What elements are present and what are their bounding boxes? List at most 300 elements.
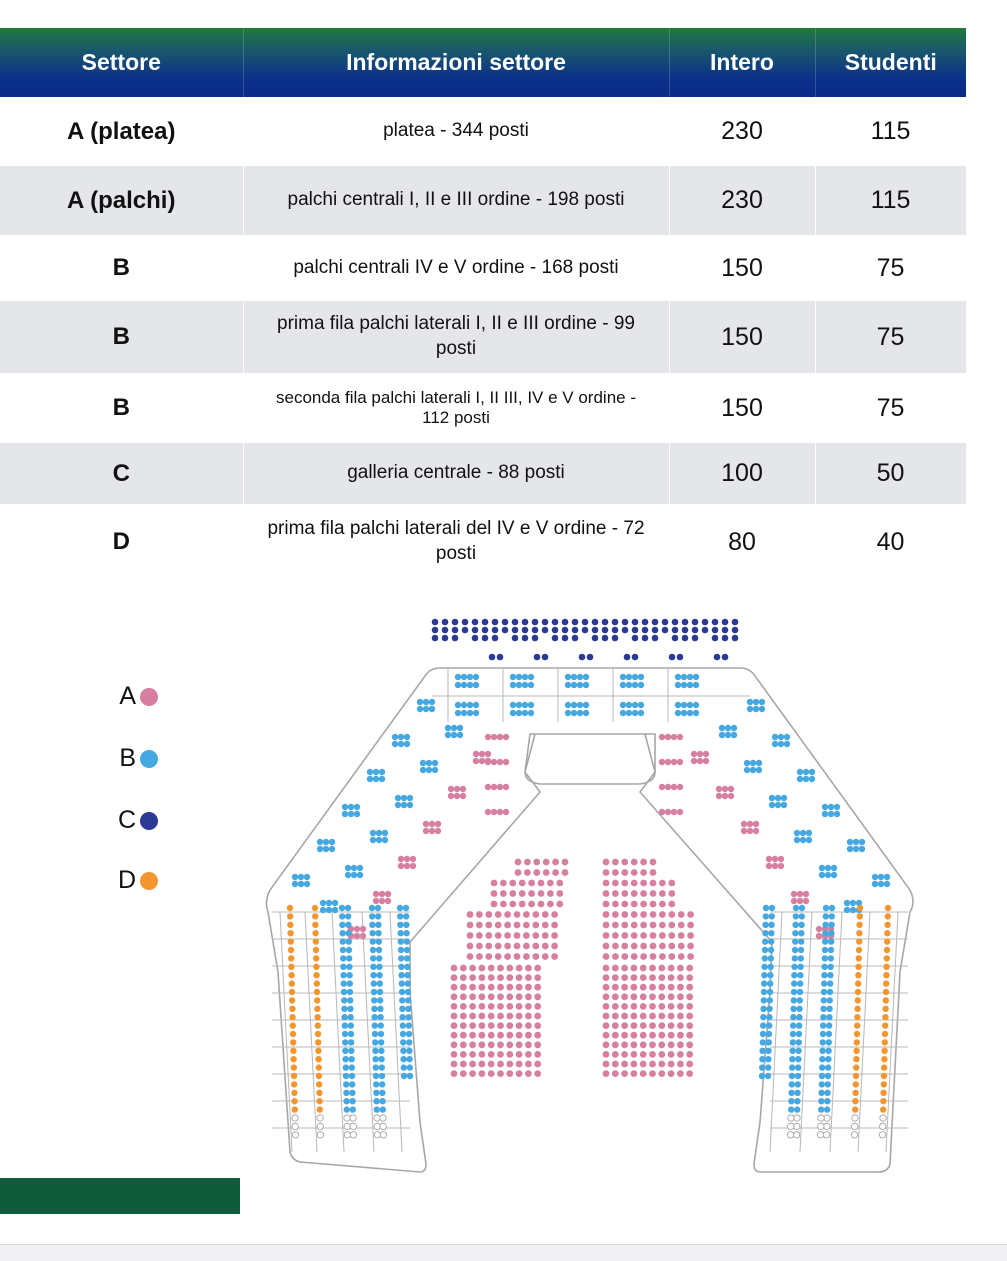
seat-dot (405, 989, 411, 995)
seat-dot (348, 1048, 354, 1054)
seat-dot (620, 682, 626, 688)
seat-dot (821, 980, 827, 986)
seat-dot (853, 1064, 859, 1070)
seat-dot (347, 989, 353, 995)
seat-dot (406, 1022, 412, 1028)
seat-dot (640, 1061, 647, 1068)
seat-dot (621, 932, 628, 939)
seat-dot (638, 682, 644, 688)
seat-dot (853, 1081, 859, 1087)
seat-dot (516, 1061, 523, 1068)
seat-dot (287, 930, 293, 936)
seat-dot (460, 1022, 467, 1029)
seating-map (260, 612, 920, 1182)
seat-dot (789, 1081, 795, 1087)
seat-dot (375, 913, 381, 919)
seat-dot (621, 869, 628, 876)
seat-dot (612, 932, 619, 939)
seat-dot (687, 953, 694, 960)
seat-dot (856, 955, 862, 961)
seat-dot (506, 1051, 513, 1058)
seat-dot (400, 1048, 406, 1054)
seat-dot (612, 974, 619, 981)
seat-dot (658, 965, 665, 972)
seat-dot (880, 1115, 886, 1121)
seat-dot (852, 1123, 858, 1129)
seat-dot (551, 932, 558, 939)
seat-dot (451, 984, 458, 991)
seat-dot (631, 993, 638, 1000)
seat-dot (626, 682, 632, 688)
seat-dot (398, 955, 404, 961)
seat-dot (347, 1006, 353, 1012)
seat-dot (712, 619, 719, 626)
seat-dot (289, 997, 295, 1003)
seat-dot (472, 619, 479, 626)
seat-dot (375, 930, 381, 936)
seat-dot (317, 1115, 323, 1121)
seat-dot (763, 905, 769, 911)
seat-dot (378, 1048, 384, 1054)
seat-dot (650, 953, 657, 960)
info-cell: prima fila palchi laterali del IV e V ordine - 72 posti (243, 504, 669, 580)
seat-dot (534, 1070, 541, 1077)
seat-dot (504, 953, 511, 960)
seat-dot (435, 828, 441, 834)
seat-dot (791, 964, 797, 970)
seat-dot (404, 856, 410, 862)
seat-dot (612, 1022, 619, 1029)
seat-dot (753, 821, 759, 827)
seat-dot (506, 1003, 513, 1010)
seat-dot (405, 1014, 411, 1020)
seat-dot (314, 1014, 320, 1020)
seat-dot (794, 1098, 800, 1104)
seat-dot (516, 1022, 523, 1029)
seat-dot (342, 1048, 348, 1054)
seat-dot (626, 674, 632, 680)
seat-dot (562, 635, 569, 642)
seat-dot (769, 795, 775, 801)
seat-dot (828, 938, 834, 944)
seat-dot (716, 793, 722, 799)
seat-dot (759, 1064, 765, 1070)
seat-dot (775, 795, 781, 801)
seat-dot (767, 997, 773, 1003)
seat-dot (287, 922, 293, 928)
seat-dot (378, 1031, 384, 1037)
seat-dot (603, 1022, 610, 1029)
seat-dot (373, 1073, 379, 1079)
seat-dot (612, 880, 619, 887)
seat-dot (847, 839, 853, 845)
seat-dot (649, 1051, 656, 1058)
seat-dot (379, 1090, 385, 1096)
seat-dot (677, 734, 683, 740)
seat-dot (349, 1081, 355, 1087)
seat-dot (479, 1013, 486, 1020)
seat-dot (795, 1081, 801, 1087)
seat-dot (809, 776, 815, 782)
seat-dot (491, 890, 498, 897)
seat-dot (818, 1123, 824, 1129)
seat-dot (795, 1064, 801, 1070)
seat-dot (603, 859, 610, 866)
seat-dot (523, 911, 530, 918)
seat-dot (681, 702, 687, 708)
seat-dot (562, 869, 569, 876)
seat-dot (399, 997, 405, 1003)
seat-dot (476, 932, 483, 939)
seat-dot (796, 1022, 802, 1028)
seat-dot (479, 965, 486, 972)
seat-dot (525, 984, 532, 991)
seat-dot (342, 1039, 348, 1045)
seat-dot (818, 1115, 824, 1121)
seat-dot (750, 760, 756, 766)
seat-dot (398, 734, 404, 740)
seat-dot (479, 1070, 486, 1077)
seat-dot (652, 627, 659, 634)
seat-dot (400, 1056, 406, 1062)
seat-dot (806, 830, 812, 836)
seat-dot (691, 758, 697, 764)
seat-dot (881, 1048, 887, 1054)
seat-dot (668, 911, 675, 918)
seat-dot (346, 955, 352, 961)
seat-dot (853, 1056, 859, 1062)
seat-dot (429, 828, 435, 834)
seat-dot (522, 619, 529, 626)
seat-dot (853, 839, 859, 845)
seat-dot (495, 953, 502, 960)
seat-dot (624, 654, 631, 661)
seat-dot (502, 627, 509, 634)
seat-dot (556, 890, 563, 897)
seat-dot (766, 1014, 772, 1020)
seat-dot (354, 811, 360, 817)
seat-dot (760, 1039, 766, 1045)
seat-dot (768, 938, 774, 944)
seat-dot (469, 1051, 476, 1058)
seat-dot (778, 734, 784, 740)
seat-dot (632, 682, 638, 688)
seat-dot (632, 674, 638, 680)
seat-dot (788, 1115, 794, 1121)
seat-dot (847, 846, 853, 852)
seat-dot (469, 1032, 476, 1039)
seat-dot (542, 627, 549, 634)
seat-dot (380, 1123, 386, 1129)
seat-dot (658, 1013, 665, 1020)
seat-dot (621, 984, 628, 991)
seat-dot (374, 1115, 380, 1121)
seat-dot (631, 1003, 638, 1010)
seat-dot (469, 984, 476, 991)
seat-dot (686, 965, 693, 972)
seat-dot (348, 1056, 354, 1062)
seat-dot (516, 984, 523, 991)
seat-dot (512, 619, 519, 626)
seat-dot (497, 809, 503, 815)
seat-dot (603, 1032, 610, 1039)
seat-dot (460, 786, 466, 792)
seat-dot (626, 702, 632, 708)
seat-dot (603, 869, 610, 876)
seat-dot (603, 1051, 610, 1058)
seat-dot (671, 759, 677, 765)
seat-dot (479, 1032, 486, 1039)
seat-dot (469, 1003, 476, 1010)
seat-dot (640, 869, 647, 876)
student-price-cell: 40 (815, 504, 966, 580)
seat-dot (373, 769, 379, 775)
seat-dot (565, 702, 571, 708)
seat-dot (712, 635, 719, 642)
seat-dot (791, 997, 797, 1003)
seat-dot (289, 989, 295, 995)
bottom-strip (0, 1244, 1007, 1261)
seat-dot (632, 627, 639, 634)
seat-dot (768, 947, 774, 953)
sector-cell: A (platea) (0, 97, 243, 166)
seat-dot (631, 943, 638, 950)
seat-dot (612, 965, 619, 972)
seat-dot (497, 654, 504, 661)
table-row (0, 235, 966, 301)
seat-dot (460, 965, 467, 972)
seat-dot (620, 702, 626, 708)
seat-dot (370, 938, 376, 944)
seat-dot (479, 1061, 486, 1068)
seat-dot (878, 881, 884, 887)
seat-dot (672, 619, 679, 626)
seat-dot (528, 710, 534, 716)
seat-dot (482, 619, 489, 626)
seat-dot (488, 1051, 495, 1058)
seat-dot (516, 993, 523, 1000)
seat-dot (778, 863, 784, 869)
header-full-price: Intero (669, 28, 815, 97)
seat-dot (532, 627, 539, 634)
seat-dot (503, 809, 509, 815)
seat-dot (766, 1006, 772, 1012)
seat-dot (371, 989, 377, 995)
seat-dot (603, 901, 610, 908)
seat-dot (379, 898, 385, 904)
seat-dot (826, 1014, 832, 1020)
seat-dot (819, 872, 825, 878)
seat-dot (469, 1013, 476, 1020)
seat-dot (885, 905, 891, 911)
seat-dot (795, 1073, 801, 1079)
seat-dot (592, 627, 599, 634)
seat-dot (516, 682, 522, 688)
seat-dot (675, 710, 681, 716)
seat-dot (370, 830, 376, 836)
seat-dot (631, 1022, 638, 1029)
seat-dot (850, 907, 856, 913)
seat-dot (798, 930, 804, 936)
seat-dot (379, 1098, 385, 1104)
seat-dot (603, 1003, 610, 1010)
seat-dot (339, 905, 345, 911)
seat-dot (525, 965, 532, 972)
seat-dot (797, 964, 803, 970)
seat-dot (379, 1073, 385, 1079)
seat-dot (640, 953, 647, 960)
seat-dot (516, 1070, 523, 1077)
seat-dot (658, 1041, 665, 1048)
seat-dot (288, 955, 294, 961)
seat-dot (460, 1041, 467, 1048)
seat-dot (762, 930, 768, 936)
seat-dot (603, 1061, 610, 1068)
table-row (0, 504, 966, 580)
seat-dot (312, 913, 318, 919)
seat-dot (822, 955, 828, 961)
seat-dot (693, 674, 699, 680)
seat-dot (880, 1106, 886, 1112)
seat-dot (398, 863, 404, 869)
seat-dot (339, 913, 345, 919)
seat-dot (291, 1098, 297, 1104)
seat-dot (495, 943, 502, 950)
seat-dot (880, 1123, 886, 1129)
seat-dot (287, 913, 293, 919)
seat-dot (312, 905, 318, 911)
seat-dot (797, 997, 803, 1003)
seat-dot (650, 859, 657, 866)
seat-dot (775, 802, 781, 808)
seat-dot (854, 1039, 860, 1045)
seat-dot (556, 880, 563, 887)
table-header-row (0, 28, 966, 97)
seat-dot (497, 759, 503, 765)
seat-dot (766, 1039, 772, 1045)
seat-dot (506, 1041, 513, 1048)
seat-dot (621, 1051, 628, 1058)
seat-dot (340, 938, 346, 944)
seat-dot (665, 809, 671, 815)
seat-dot (769, 802, 775, 808)
seat-dot (760, 1006, 766, 1012)
seat-dot (820, 1022, 826, 1028)
seat-dot (677, 1051, 684, 1058)
seat-dot (348, 1022, 354, 1028)
seat-dot (469, 974, 476, 981)
seat-dot (631, 1041, 638, 1048)
seat-dot (658, 974, 665, 981)
seat-dot (403, 922, 409, 928)
seat-dot (794, 837, 800, 843)
seat-dot (552, 627, 559, 634)
legend-label: B (119, 744, 136, 772)
sector-cell: A (palchi) (0, 166, 243, 235)
seat-dot (796, 1039, 802, 1045)
seat-dot (612, 953, 619, 960)
seat-dot (789, 1073, 795, 1079)
seat-dot (856, 922, 862, 928)
seat-dot (538, 880, 545, 887)
seat-dot (451, 1051, 458, 1058)
header-info: Informazioni settore (243, 28, 669, 97)
seat-dot (649, 1032, 656, 1039)
seat-dot (668, 880, 675, 887)
seat-dot (345, 872, 351, 878)
seat-dot (342, 811, 348, 817)
seat-dot (789, 1056, 795, 1062)
seat-dot (603, 953, 610, 960)
seat-dot (312, 922, 318, 928)
seat-dot (410, 856, 416, 862)
seat-dot (491, 809, 497, 815)
seat-dot (345, 913, 351, 919)
seat-dot (820, 1031, 826, 1037)
seat-dot (659, 901, 666, 908)
seat-dot (792, 922, 798, 928)
seat-dot (732, 635, 739, 642)
seat-dot (884, 881, 890, 887)
seat-dot (432, 635, 439, 642)
seat-dot (883, 972, 889, 978)
seat-dot (509, 890, 516, 897)
seat-dot (533, 859, 540, 866)
seat-dot (612, 993, 619, 1000)
seat-dot (314, 997, 320, 1003)
seat-dot (791, 898, 797, 904)
seat-dot (348, 1039, 354, 1045)
seat-dot (316, 1098, 322, 1104)
legend-item-b (110, 744, 158, 773)
seat-dot (697, 751, 703, 757)
seat-dot (562, 627, 569, 634)
seat-dot (620, 674, 626, 680)
seat-dot (714, 654, 721, 661)
seat-dot (603, 922, 610, 929)
seat-dot (432, 767, 438, 773)
seat-dot (497, 1061, 504, 1068)
seat-dot (350, 1123, 356, 1129)
seat-dot (479, 1022, 486, 1029)
seat-dot (317, 846, 323, 852)
seat-dot (768, 955, 774, 961)
seat-dot (316, 1090, 322, 1096)
seat-dot (375, 905, 381, 911)
seat-dot (820, 1039, 826, 1045)
seat-dot (488, 993, 495, 1000)
seat-dot (506, 974, 513, 981)
seat-dot (382, 830, 388, 836)
seat-dot (682, 635, 689, 642)
legend-item-c (110, 806, 158, 835)
seat-dot (677, 974, 684, 981)
full-price-cell: 150 (669, 235, 815, 301)
seat-dot (687, 674, 693, 680)
seat-dot (665, 759, 671, 765)
seat-dot (649, 974, 656, 981)
seat-dot (756, 760, 762, 766)
seat-dot (799, 913, 805, 919)
seat-dot (525, 1003, 532, 1010)
seat-dot (442, 627, 449, 634)
seat-dot (822, 811, 828, 817)
seat-dot (379, 891, 385, 897)
seat-dot (719, 725, 725, 731)
seat-dot (649, 993, 656, 1000)
seat-dot (370, 947, 376, 953)
seat-dot (658, 1003, 665, 1010)
